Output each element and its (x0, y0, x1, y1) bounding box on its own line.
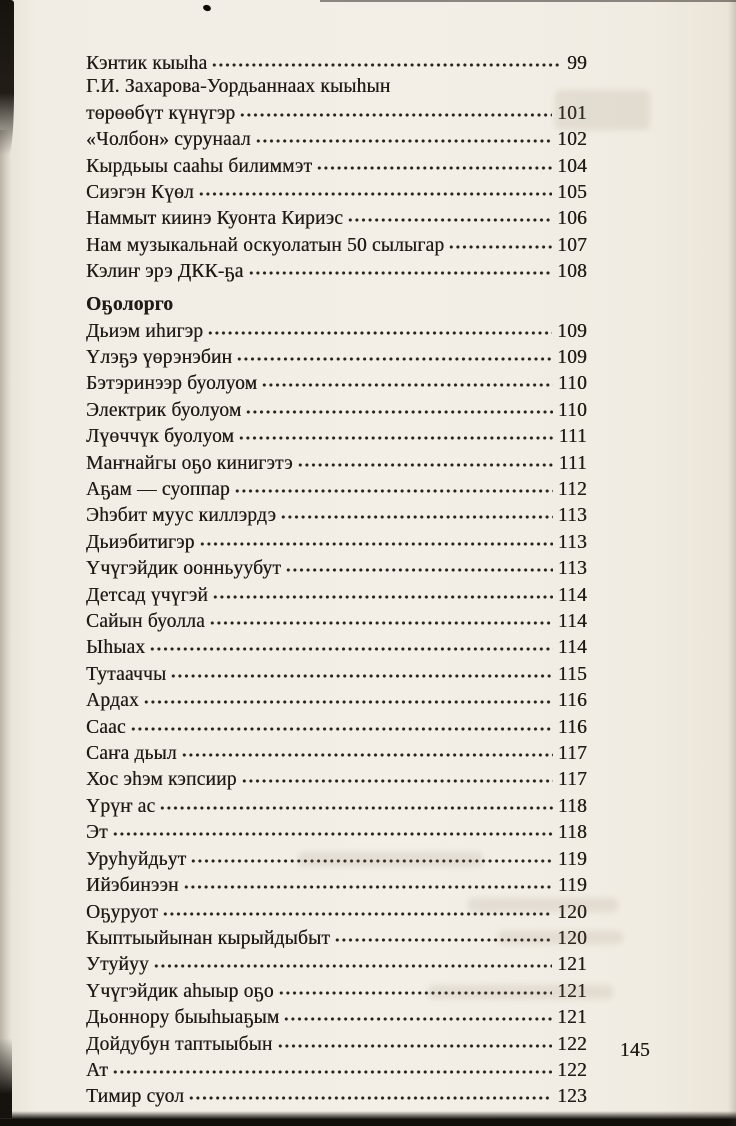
toc-entry-page-number: 121 (557, 1007, 587, 1029)
toc-entry-title: Наммыт киинэ Куонта Кириэс (86, 208, 344, 230)
toc-entry (86, 179, 587, 205)
dot-leader (112, 819, 553, 839)
toc-entry (86, 740, 587, 766)
toc-entry (86, 660, 587, 686)
toc-entry (86, 205, 587, 231)
dot-leader (149, 634, 553, 654)
toc-entry-page-number: 118 (557, 822, 587, 844)
toc-entry (86, 502, 587, 528)
toc-entry-title: Оҕуруот (86, 901, 159, 923)
toc-entry-title: Үчүгэйдик аһыыр оҕо (86, 980, 274, 1002)
toc-entry-page-number: 119 (557, 875, 587, 897)
toc-entry-page-number: 120 (557, 901, 587, 923)
toc-entry-title: Ыһыах (86, 637, 146, 659)
toc-entry-page-number: 104 (557, 155, 587, 177)
toc-entry-title: Сайын буолла (86, 611, 205, 633)
toc-entry-page-number: 121 (557, 980, 587, 1002)
toc-entry (86, 581, 587, 607)
bleed-through-artifact (428, 985, 613, 999)
toc-entry (86, 343, 587, 369)
toc-entry (86, 152, 587, 178)
dot-leader (143, 687, 553, 707)
toc-entry-page-number: 123 (557, 1086, 587, 1108)
toc-entry-page-number: 115 (557, 663, 587, 685)
toc-entry-title: Үчүгэйдик оонньуубут (86, 558, 282, 580)
dot-leader (234, 476, 553, 496)
toc-entry-page-number: 113 (557, 505, 587, 527)
toc-entry (86, 687, 587, 713)
toc-entry (86, 1004, 587, 1030)
dot-leader (283, 1004, 552, 1024)
dot-leader (212, 581, 553, 601)
toc-entry-page-number: 117 (557, 743, 587, 765)
toc-entry-title: «Чолбон» сурунаал (86, 129, 251, 151)
toc-entry (86, 951, 587, 977)
toc-entry-page-number: 108 (557, 261, 587, 283)
toc-entry-title: Кыптыыйынан кырыйдыбыт (86, 927, 331, 949)
ink-speck (202, 4, 211, 12)
toc-entry-title: Детсад үчүгэй (86, 584, 209, 606)
toc-entry-title: Электрик буолуом (86, 399, 242, 421)
toc-entry-title: Лүөччүк буолуом (86, 426, 235, 448)
toc-entry-page-number: 114 (557, 584, 587, 606)
dot-leader (277, 1030, 553, 1050)
toc-entry (86, 126, 587, 152)
dot-leader (207, 317, 552, 337)
toc-entry-title: Утуйуу (86, 954, 149, 976)
toc-entry-page-number: 120 (557, 927, 587, 949)
toc-entry-page-number: 111 (558, 452, 587, 474)
toc-entry (86, 819, 587, 845)
toc-entry (86, 258, 587, 284)
toc-entry-title: Саас (86, 716, 126, 738)
toc-entry-page-number: 116 (557, 716, 587, 738)
toc-entry (86, 713, 587, 739)
dot-leader (199, 528, 553, 548)
dot-leader (159, 792, 553, 812)
toc-entry-page-number: 99 (567, 52, 587, 74)
toc-entry-title: Эһэбит муус киллэрдэ (86, 505, 277, 527)
toc-entry-title: Дьиэм иһигэр (86, 320, 204, 342)
toc-entry-page-number: 109 (557, 346, 587, 368)
toc-entry-title: Бэтэринээр буолуом (86, 373, 258, 395)
bleed-through-artifact (468, 898, 618, 912)
toc-entry (86, 634, 587, 660)
scan-edge-top-line (320, 0, 736, 2)
toc-entry-title: Үлэҕэ үөрэнэбин (86, 346, 233, 368)
toc-entry-title: Ардах (86, 690, 139, 712)
toc-entry-page-number: 113 (557, 558, 587, 580)
dot-leader (188, 1083, 552, 1103)
toc-entry-title: Маҥнайгы оҕо кинигэтэ (86, 452, 293, 474)
toc-entry-title: Сиэгэн Күөл (86, 182, 194, 204)
dot-leader (241, 766, 553, 786)
toc-entry (86, 555, 587, 581)
toc-entry-page-number: 112 (557, 479, 587, 500)
toc-entry-page-number: 110 (557, 399, 587, 421)
dot-leader (130, 713, 553, 733)
dot-leader (183, 872, 553, 892)
dot-leader (236, 343, 552, 363)
dot-leader (112, 1056, 552, 1076)
scan-edge-right-shade (728, 0, 736, 1126)
toc-entry-title: Эт (86, 822, 108, 844)
dot-leader (239, 99, 552, 119)
page-number: 145 (619, 1040, 650, 1061)
toc-entry (86, 766, 587, 792)
toc-entry-page-number: 121 (557, 954, 587, 976)
toc-entry-title: Хос эһэм кэпсиир (86, 769, 237, 791)
dot-leader (285, 555, 553, 575)
toc-entry (86, 872, 587, 898)
bleed-through-artifact (298, 852, 483, 867)
toc-entry (86, 608, 587, 634)
toc-entry-page-number: 122 (557, 1033, 587, 1055)
toc-entry (86, 49, 587, 75)
dot-leader (448, 231, 552, 251)
dot-leader (181, 740, 553, 760)
dot-leader (238, 423, 554, 443)
toc-entry (86, 449, 587, 475)
toc-entry (86, 99, 587, 125)
toc-entry-page-number: 114 (557, 637, 587, 659)
toc-entry-page-number: 109 (557, 320, 587, 342)
dot-leader (211, 49, 562, 69)
toc-entry-page-number: 107 (557, 234, 587, 256)
scan-edge-bottom-left (0, 1038, 12, 1118)
scan-edge-bottom (0, 1111, 736, 1126)
toc-entry-page-number: 105 (557, 182, 587, 204)
toc-entry (86, 1030, 587, 1056)
dot-leader (245, 396, 552, 416)
toc-entry-title: Ийэбинээн (86, 875, 179, 897)
toc-entry-title: Нам музыкальнай оскуолатын 50 сылыгар (86, 234, 445, 256)
toc-entry-page-number: 106 (557, 208, 587, 230)
toc-section (86, 49, 587, 284)
toc-entry-title: Саҥа дьыл (86, 743, 177, 765)
toc-entry-title: Үрүҥ ас (86, 795, 156, 817)
toc-entry (86, 396, 587, 422)
toc-entry (86, 1056, 587, 1082)
toc-entry-page-number: 101 (557, 102, 587, 124)
toc-entry-title: Кэнтик кыыһа (86, 52, 208, 74)
toc-entry (86, 231, 587, 257)
dot-leader (255, 126, 552, 146)
toc-entry-title-line: Г.И. Захарова-Уордьаннаах кыыһын (86, 76, 391, 98)
toc-entry (86, 370, 587, 396)
dot-leader (153, 951, 552, 971)
toc-entry (86, 423, 587, 449)
dot-leader (297, 449, 554, 469)
toc-entry-title: Ат (86, 1059, 109, 1081)
toc-entry-title: Уруһуйдьут (86, 848, 187, 870)
dot-leader (261, 370, 553, 390)
toc-entry (86, 476, 587, 502)
bleed-through-artifact (498, 931, 623, 944)
toc-entry-title: Аҕам — суоппар (86, 479, 230, 500)
toc-entry-page-number: 117 (557, 769, 587, 791)
dot-leader (280, 502, 553, 522)
toc-entry-page-number: 118 (557, 795, 587, 817)
toc-entry (86, 792, 587, 818)
toc-entry (86, 528, 587, 554)
dot-leader (170, 660, 553, 680)
toc-entry-page-number: 110 (557, 373, 587, 395)
dot-leader (198, 179, 552, 199)
toc-entry-page-number: 102 (557, 129, 587, 151)
toc-entry-title: Дьоннору быыһыаҕым (86, 1007, 280, 1029)
toc-entry (86, 317, 587, 343)
toc-entry (86, 1083, 587, 1109)
bleed-through-artifact (555, 90, 650, 130)
toc-entry-title: Кырдьыы сааһы билиммэт (86, 155, 313, 177)
toc-entry-title: Дьиэбитигэр (86, 531, 195, 553)
dot-leader (347, 205, 552, 225)
toc-entry-title: Тимир суол (86, 1086, 185, 1108)
dot-leader (209, 608, 553, 628)
toc-entry-page-number: 114 (557, 611, 587, 633)
dot-leader (316, 152, 552, 172)
toc-entry-page-number: 122 (557, 1059, 587, 1081)
toc-entry-title: Кэлиҥ эрэ ДКК-ҕа (86, 261, 244, 283)
dot-leader (248, 258, 553, 278)
toc-entry-page-number: 116 (557, 690, 587, 712)
scan-edge-left-shade (0, 130, 11, 1114)
toc-entry-title: төрөөбүт күнүгэр (86, 102, 236, 124)
toc-entry-title: Дойдубун таптыыбын (86, 1033, 273, 1055)
toc-entry-page-number: 113 (557, 531, 587, 553)
toc-section-heading: Оҕолорго (86, 294, 174, 316)
toc-entry-page-number: 119 (557, 848, 587, 870)
toc-entry-title: Тутааччы (86, 663, 167, 685)
toc (86, 49, 587, 1109)
toc-entry-page-number: 111 (558, 426, 587, 448)
